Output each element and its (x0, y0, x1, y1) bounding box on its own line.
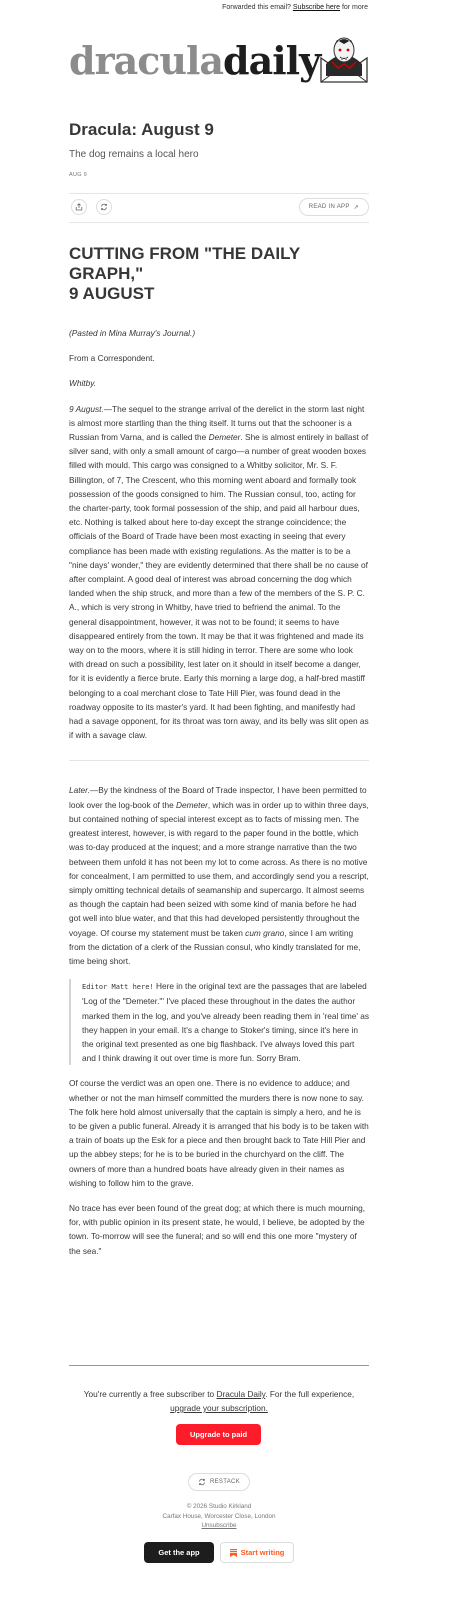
read-in-app-button[interactable] (299, 198, 369, 216)
publication-link[interactable]: Dracula Daily (216, 1389, 266, 1399)
article-heading-line2: 9 AUGUST (69, 284, 155, 303)
logo-part-daily: daily (223, 38, 321, 83)
get-the-app-button[interactable]: Get the app (144, 1542, 214, 1563)
footer-copyright: © 2026 Studio Kirkland (186, 1503, 252, 1510)
post-date: AUG 9 (69, 172, 88, 178)
subscribe-link[interactable]: Subscribe here (292, 4, 340, 11)
upgrade-link[interactable]: upgrade your subscription. (170, 1403, 268, 1413)
read-in-app-label: READ IN APP (308, 204, 350, 210)
paragraph-2: Later.—By the kindness of the Board of Trade inspector, I have been permitted to look over the log-book of the Demeter, which was in order up to within three days, but contained nothing of special interest except as to facts of missing men. The greatest interest, however, is with regard to the paper found in the bottle, which was to-day produced at the inquest; and a more strange narrative than the two between them unfold it has not been my lot to come across. As there is no motive for concealment, I am permitted to use them, and accordingly send you a rescript, simply omitting technical details of seamanship and supercargo. It almost seems as though the captain had been seized with some kind of mania before he had got well into blue water, and that this had developed persistently throughout the voyage. Of course my statement must be taken cum grano, since I am writing from the dictation of a clerk of the Russian consul, who kindly translated for me, time being short. (69, 785, 369, 966)
editor-note-label: Editor Matt here! (82, 983, 154, 992)
editor-note-callout (69, 979, 369, 1065)
restack-icon (100, 203, 108, 211)
paragraph-3: Of course the verdict was an open one. There is no evidence to adduce; and whether or not the man himself committed the murders there is now none to say. The folk here hold almost universally that the captain is simply a hero, and he is to be given a public funeral. Already it is arranged that his body is to be taken with a train of boats up the Esk for a piece and then brought back to Tate Hill Pier and up the abbey steps; for he is to be buried in the churchyard on the cliff. The owners of more than a hundred boats have already given in their names as wishing to follow him to the grave. (69, 1078, 369, 1188)
restack-label: RESTACK (210, 1479, 240, 1485)
pasted-note: (Pasted in Mina Murray's Journal.) (69, 328, 196, 338)
share-icon (75, 203, 83, 211)
place-whitby: Whitby. (69, 378, 97, 389)
publication-logo[interactable] (69, 38, 320, 84)
forwarded-suffix: for more (341, 4, 368, 11)
arrow-up-right-icon: ↗ (353, 204, 359, 211)
post-title[interactable]: Dracula: August 9 (69, 120, 214, 139)
restack-button[interactable] (188, 1473, 250, 1491)
subscriber-note: You're currently a free subscriber to Dracula Daily. For the full experience, upgrade your subscription. (83, 1389, 355, 1413)
footer-address: Carfax House, Worcester Close, London (162, 1512, 276, 1520)
upgrade-to-paid-button[interactable]: Upgrade to paid (176, 1424, 261, 1445)
start-writing-button[interactable] (220, 1542, 294, 1563)
forwarded-bar (222, 4, 368, 11)
restack-icon-button[interactable] (96, 199, 112, 215)
section-divider (69, 760, 369, 761)
unsubscribe-link[interactable]: Unsubscribe (201, 1522, 237, 1529)
paragraph-1: 9 August.—The sequel to the strange arrival of the derelict in the storm last night is almost more startling than the thing itself. It turns out that the schooner is a Russian from Varna, and is called the Demeter. She is almost entirely in ballast of silver sand, with only a small amount of cargo—a number of great wooden boxes filled with mould. This cargo was consigned to a Whitby solicitor, Mr. S. F. Billington, of 7, The Crescent, who this morning went aboard and formally took possession of the goods consigned to him. The Russian consul, too, acting for the charter-party, took formal possession of the ship, and paid all harbour dues, etc. Nothing is talked about here to-day except the strange coincidence; the officials of the Board of Trade have been most exacting in seeing that every compliance has been made with existing regulations. As the matter is to be a "nine days' wonder," they are evidently determined that there shall be no cause of after complaint. A good deal of interest was abroad concerning the dog which landed when the ship struck, and more than a few of the members of the S. P. C. A., which is very strong in Whitby, have tried to befriend the animal. To the general disappointment, however, it was not to be found; it seems to have disappeared entirely from the town. It may be that it was frightened and made its way on to the moors, where it is still hiding in terror. There are some who look with dread on such a possibility, lest later on it should in itself become a danger, for it is evidently a fierce brute. Early this morning a large dog, a half-bred mastiff belonging to a coal merchant close to Tate Hill Pier, was found dead in the roadway opposite to its master's yard. It had been fighting, and manifestly had had a savage opponent, for its throat was torn away, and its belly was slit open as if with a savage claw. (69, 403, 369, 741)
forwarded-text: Forwarded this email? (222, 4, 291, 11)
article-heading (69, 244, 369, 304)
post-subtitle: The dog remains a local hero (69, 149, 199, 160)
restack-icon (198, 1478, 206, 1486)
footer (69, 1502, 369, 1531)
start-writing-label: Start writing (240, 1548, 285, 1557)
paragraph-4: No trace has ever been found of the great dog; at which there is much mourning, for, with public opinion in its present state, he would, I believe, be adopted by the town. To-morrow will see the funeral; and so will end this one more "mystery of the sea." (69, 1202, 366, 1256)
substack-logo-icon (230, 1549, 237, 1557)
article-body (69, 244, 369, 1269)
logo-part-dracula: dracula (69, 38, 224, 83)
from-correspondent: From a Correspondent. (69, 353, 155, 364)
post-action-bar (69, 193, 369, 223)
article-heading-line1: CUTTING FROM "THE DAILY GRAPH," (69, 244, 300, 283)
share-button[interactable] (71, 199, 87, 215)
dracula-envelope-icon (318, 28, 370, 84)
editor-note-text: Here in the original text are the passages that are labeled 'Log of the "Demeter."' I've placed these throughout in the dates the author marked them in the log, and you've already been reading them in 'real time' as they happen in your email. It's a change to Stoker's timing, since it's here in the original text presented as one big flashback. I've always loved this part and I think drawing it out over time is more fun. Sorry Bram. (82, 981, 370, 1064)
content-end-divider (69, 1365, 369, 1366)
